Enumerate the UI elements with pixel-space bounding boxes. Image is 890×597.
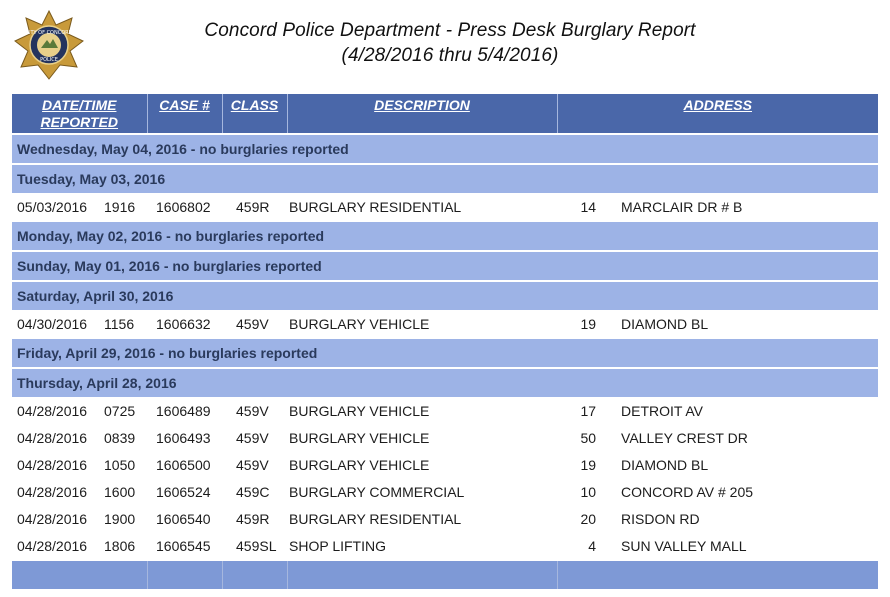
- cell-class: 459R: [222, 505, 287, 532]
- cell-case-number: 1606493: [147, 424, 222, 451]
- cell-street-number: 19: [557, 310, 600, 338]
- table-row: [12, 397, 878, 424]
- table-row: [12, 193, 878, 221]
- day-header-row: [12, 368, 878, 397]
- cell-street: SUN VALLEY MALL: [600, 532, 878, 560]
- cell-case-number: 1606524: [147, 478, 222, 505]
- burglary-report-table: [12, 94, 878, 589]
- cell-date: 04/28/2016: [12, 424, 96, 451]
- report-title: Concord Police Department - Press Desk Burglary Report: [204, 20, 696, 41]
- cell-street: DIAMOND BL: [600, 310, 878, 338]
- cell-date: 04/28/2016: [12, 397, 96, 424]
- column-header-description[interactable]: DESCRIPTION: [287, 94, 557, 134]
- cell-street: VALLEY CREST DR: [600, 424, 878, 451]
- cell-description: BURGLARY COMMERCIAL: [287, 478, 557, 505]
- report-body: [12, 134, 878, 560]
- day-header-label: Wednesday, May 04, 2016 - no burglaries reported: [12, 134, 878, 164]
- table-row: [12, 505, 878, 532]
- cell-case-number: 1606500: [147, 451, 222, 478]
- cell-class: 459R: [222, 193, 287, 221]
- cell-case-number: 1606545: [147, 532, 222, 560]
- cell-description: SHOP LIFTING: [287, 532, 557, 560]
- cell-date: 04/28/2016: [12, 505, 96, 532]
- cell-street: RISDON RD: [600, 505, 878, 532]
- cell-time: 1806: [96, 532, 147, 560]
- cell-time: 1050: [96, 451, 147, 478]
- cell-class: 459V: [222, 451, 287, 478]
- cell-description: BURGLARY VEHICLE: [287, 424, 557, 451]
- day-header-row: [12, 134, 878, 164]
- cell-time: 1156: [96, 310, 147, 338]
- cell-street-number: 14: [557, 193, 600, 221]
- table-footer: [12, 560, 878, 589]
- cell-street-number: 19: [557, 451, 600, 478]
- cell-class: 459V: [222, 397, 287, 424]
- day-header-row: [12, 164, 878, 193]
- day-header-row: [12, 221, 878, 251]
- cell-street-number: 10: [557, 478, 600, 505]
- cell-date: 04/30/2016: [12, 310, 96, 338]
- cell-street-number: 17: [557, 397, 600, 424]
- cell-class: 459V: [222, 310, 287, 338]
- day-header-label: Sunday, May 01, 2016 - no burglaries reported: [12, 251, 878, 281]
- cell-street: CONCORD AV # 205: [600, 478, 878, 505]
- day-header-label: Monday, May 02, 2016 - no burglaries reported: [12, 221, 878, 251]
- cell-date: 05/03/2016: [12, 193, 96, 221]
- column-header-case[interactable]: CASE #: [147, 94, 222, 134]
- day-header-row: [12, 281, 878, 310]
- day-header-label: Saturday, April 30, 2016: [12, 281, 878, 310]
- cell-time: 1916: [96, 193, 147, 221]
- table-row: [12, 478, 878, 505]
- cell-description: BURGLARY RESIDENTIAL: [287, 193, 557, 221]
- table-row: [12, 310, 878, 338]
- table-row: [12, 532, 878, 560]
- table-row: [12, 424, 878, 451]
- day-header-row: [12, 251, 878, 281]
- day-header-label: Tuesday, May 03, 2016: [12, 164, 878, 193]
- cell-street: DIAMOND BL: [600, 451, 878, 478]
- cell-time: 0725: [96, 397, 147, 424]
- cell-description: BURGLARY RESIDENTIAL: [287, 505, 557, 532]
- cell-date: 04/28/2016: [12, 451, 96, 478]
- column-header-date-time[interactable]: DATE/TIME REPORTED: [12, 94, 147, 134]
- cell-street: DETROIT AV: [600, 397, 878, 424]
- cell-time: 0839: [96, 424, 147, 451]
- report-date-range: (4/28/2016 thru 5/4/2016): [341, 45, 559, 66]
- police-badge-icon: [14, 10, 84, 80]
- cell-street: MARCLAIR DR # B: [600, 193, 878, 221]
- svg-text:CITY OF CONCORD: CITY OF CONCORD: [25, 30, 73, 36]
- cell-street-number: 4: [557, 532, 600, 560]
- cell-class: 459C: [222, 478, 287, 505]
- cell-date: 04/28/2016: [12, 478, 96, 505]
- cell-time: 1900: [96, 505, 147, 532]
- day-header-label: Thursday, April 28, 2016: [12, 368, 878, 397]
- cell-class: 459SL: [222, 532, 287, 560]
- day-header-label: Friday, April 29, 2016 - no burglaries reported: [12, 338, 878, 368]
- cell-description: BURGLARY VEHICLE: [287, 451, 557, 478]
- cell-description: BURGLARY VEHICLE: [287, 397, 557, 424]
- table-row: [12, 451, 878, 478]
- table-header: [12, 94, 878, 134]
- cell-case-number: 1606802: [147, 193, 222, 221]
- cell-description: BURGLARY VEHICLE: [287, 310, 557, 338]
- cell-case-number: 1606632: [147, 310, 222, 338]
- cell-street-number: 50: [557, 424, 600, 451]
- column-header-address[interactable]: ADDRESS: [557, 94, 878, 134]
- cell-date: 04/28/2016: [12, 532, 96, 560]
- cell-street-number: 20: [557, 505, 600, 532]
- cell-class: 459V: [222, 424, 287, 451]
- svg-text:POLICE: POLICE: [40, 57, 58, 63]
- column-header-class[interactable]: CLASS: [222, 94, 287, 134]
- cell-case-number: 1606540: [147, 505, 222, 532]
- cell-case-number: 1606489: [147, 397, 222, 424]
- day-header-row: [12, 338, 878, 368]
- cell-time: 1600: [96, 478, 147, 505]
